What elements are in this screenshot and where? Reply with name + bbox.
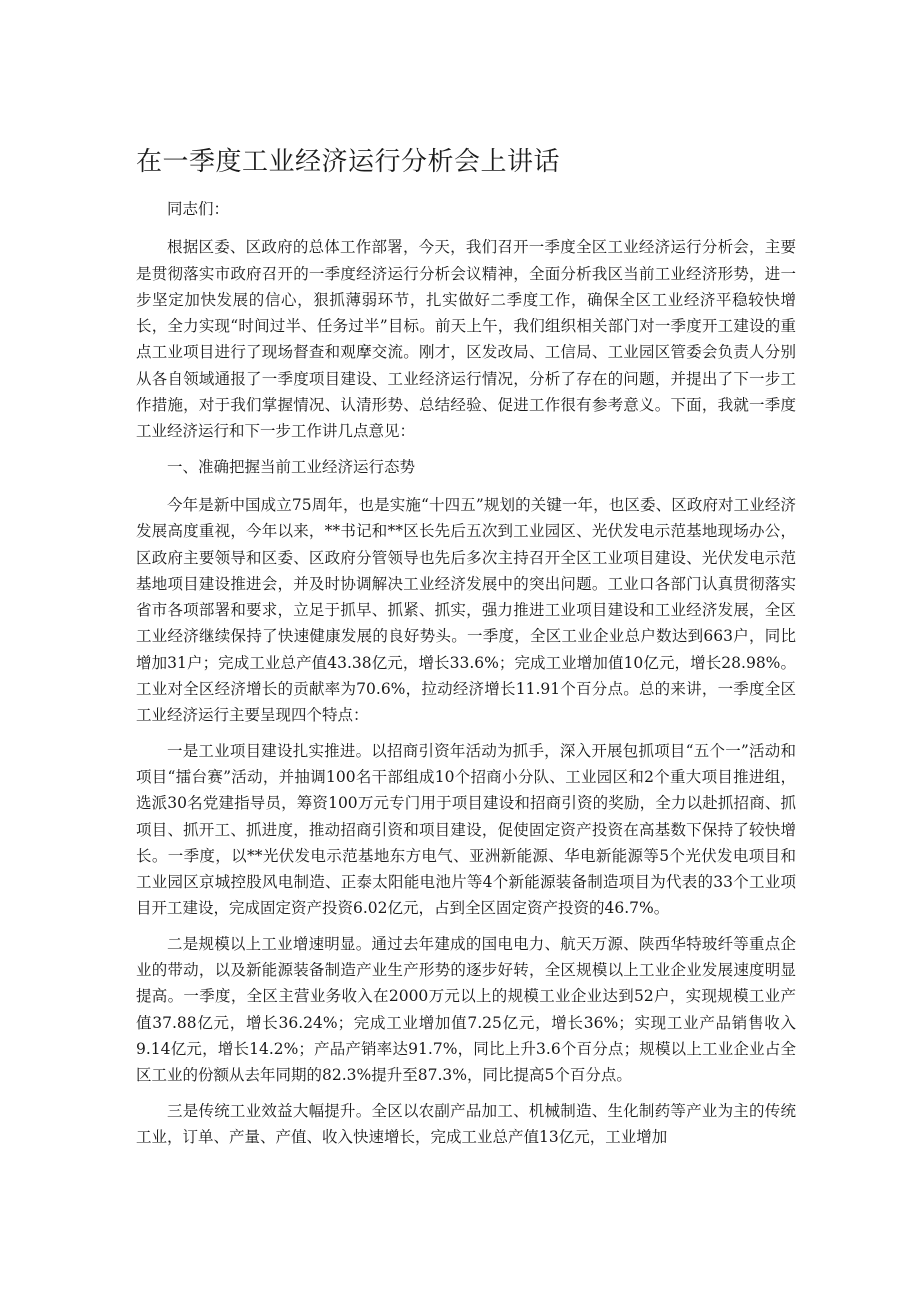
salutation: 同志们： [167,200,230,218]
paragraph-point-1: 一是工业项目建设扎实推进。以招商引资年活动为抓手，深入开展包抓项目“五个一”活动和项目“擂台赛”活动，并抽调100名干部组成10个招商小分队、工业园区和2个重大项目推进组，选派30名党建指导员，筹资100万元专门用于项目建设和招商引资的奖励，全力以赴抓招商、抓项目、抓开工、抓进度，推动招商引资和项目建设，促使固定资产投资在高基数下保持了较快增长。一季度，以**光伏发电示范基地东方电气、亚洲新能源、华电新能源等5个光伏发电项目和工业园区京城控股风电制造、正泰太阳能电池片等4个新能源装备制造项目为代表的33个工业项目开工建设，完成固定资产投资6.02亿元，占到全区固定资产投资的46.7%。 [136,741,796,918]
paragraph-overview: 今年是新中国成立75周年，也是实施“十四五”规划的关键一年，也区委、区政府对工业经济发展高度重视，今年以来，**书记和**区长先后五次到工业园区、光伏发电示范基地现场办公，区政府主要领导和区委、区政府分管领导也先后多次主持召开全区工业项目建设、光伏发电示范基地项目建设推进会，并及时协调解决工业经济发展中的突出问题。工业口各部门认真贯彻落实省市各项部署和要求，立足于抓早、抓紧、抓实，强力推进工业项目建设和工业经济发展，全区工业经济继续保持了快速健康发展的良好势头。一季度，全区工业企业总户数达到663户，同比增加31户；完成工业总产值43.38亿元，增长33.6%；完成工业增加值10亿元，增长28.98%。工业对全区经济增长的贡献率为70.6%，拉动经济增长11.91个百分点。总的来讲，一季度全区工业经济运行主要呈现四个特点： [136,495,796,725]
paragraph-point-2: 二是规模以上工业增速明显。通过去年建成的国电电力、航天万源、陕西华特玻纤等重点企业的带动，以及新能源装备制造产业生产形势的逐步好转，全区规模以上工业企业发展速度明显提高。一季度，全区主营业务收入在2000万元以上的规模工业企业达到52户，实现规模工业产值37.88亿元，增长36.24%；完成工业增加值7.25亿元，增长36%；实现工业产品销售收入9.14亿元，增长14.2%；产品产销率达91.7%，同比上升3.6个百分点；规模以上工业企业占全区工业的份额从去年同期的82.3%提升至87.3%，同比提高5个百分点。 [136,934,796,1085]
paragraph-point-3: 三是传统工业效益大幅提升。全区以农副产品加工、机械制造、生化制药等产业为主的传统工业，订单、产量、产值、收入快速增长，完成工业总产值13亿元，工业增加 [136,1101,796,1146]
document-title: 在一季度工业经济运行分析会上讲话 [136,147,561,177]
document-page [136,140,796,1159]
paragraph-intro: 根据区委、区政府的总体工作部署，今天，我们召开一季度全区工业经济运行分析会，主要是贯彻落实市政府召开的一季度经济运行分析会议精神，全面分析我区当前工业经济形势，进一步坚定加快发展的信心，狠抓薄弱环节，扎实做好二季度工作，确保全区工业经济平稳较快增长，全力实现“时间过半、任务过半”目标。前天上午，我们组织相关部门对一季度开工建设的重点工业项目进行了现场督查和观摩交流。刚才，区发改局、工信局、工业园区管委会负责人分别从各自领域通报了一季度项目建设、工业经济运行情况，分析了存在的问题，并提出了下一步工作措施，对于我们掌握情况、认清形势、总结经验、促进工作很有参考意义。下面，我就一季度工业经济运行和下一步工作讲几点意见： [136,238,796,441]
section-heading-1: 一、准确把握当前工业经济运行态势 [167,457,416,476]
